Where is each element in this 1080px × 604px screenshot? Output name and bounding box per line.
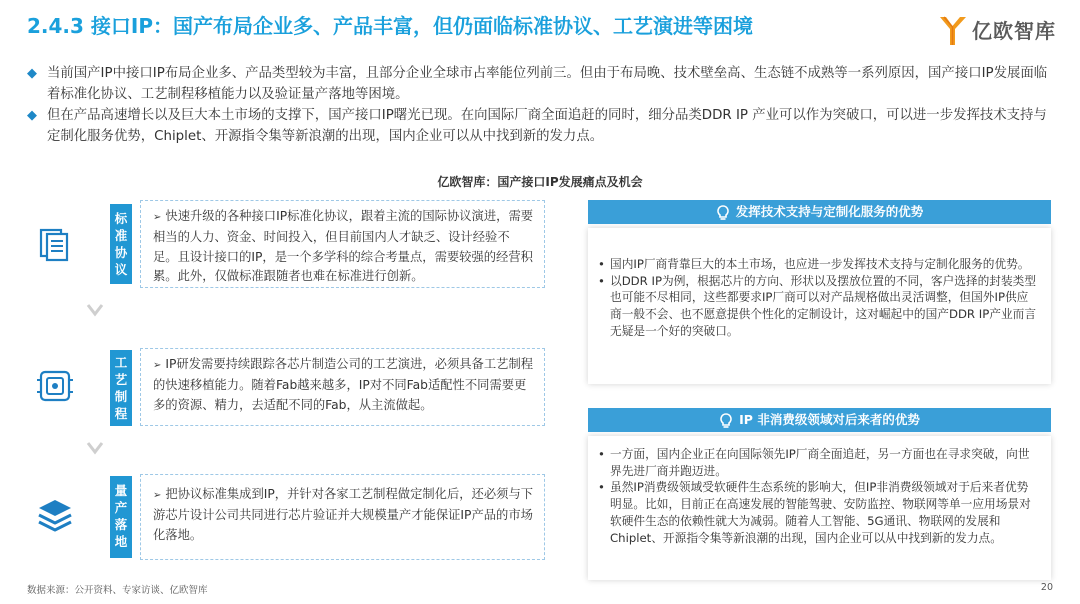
chip-icon — [35, 366, 75, 406]
data-source-note: 数据来源：公开资料、专家访谈、亿欧智库 — [27, 585, 208, 596]
opportunity-heading: 发挥技术支持与定制化服务的优势 — [735, 204, 924, 219]
intro-bullet-text: 但在产品高速增长以及巨大本土市场的支撑下，国产接口IP曙光已现。在向国际厂商全面追赶的同时，细分品类DDR IP 产业可以作为突破口，可以进一步发挥技术支持与定制化服务优势，Chiplet、开源指令集等新浪潮的出现，国内企业可以从中找到新的发力点。 — [47, 108, 1047, 144]
pain-point-text: 把协议标准集成到IP，并针对各家工艺制程做定制化后，还必须与下游芯片设计公司共同进行芯片验证并大规模量产才能保证IP产品的市场化落地。 — [153, 487, 534, 542]
pain-point-text: 快速升级的各种接口IP标准化协议，跟着主流的国际协议演进，需要相当的人力、资金、时间投入，但目前国内人才缺乏、设计经验不足。且设计接口的IP，是一个多学科的综合考量点，需要较强的经营积累。此外，仅做标准跟随者也难在标准进行创新。 — [153, 209, 534, 284]
brand-logo-icon — [938, 13, 968, 47]
chevron-down-icon — [86, 303, 104, 317]
pain-point-production — [27, 474, 537, 562]
pain-point-standard — [27, 200, 537, 290]
brand-logo-text: 亿欧智库 — [972, 19, 1056, 43]
opportunity-heading: IP 非消费级领域对后来者的优势 — [739, 412, 920, 427]
opportunity-item: • 一方面，国内企业正在向国际领先IP厂商全面追赶，另一方面也在寻求突破，向世界先进厂商并跑迈进。 — [610, 446, 1039, 479]
opportunity-item: • 国内IP厂商背靠巨大的本土市场，也应进一步发挥技术支持与定制化服务的优势。 — [610, 256, 1039, 273]
diamond-bullet-icon: ◆ — [27, 108, 37, 123]
page-title: 2.4.3 接口IP：国产布局企业多、产品丰富，但仍面临标准协议、工艺演进等困境 — [27, 14, 754, 38]
pain-point-label: 标准协议 — [110, 204, 132, 284]
opportunity-panel-customization — [588, 200, 1051, 384]
layers-icon — [35, 496, 75, 536]
arrow-right-icon: ➢ — [153, 490, 162, 501]
opportunity-panel-nonconsumer — [588, 408, 1051, 580]
diamond-bullet-icon: ◆ — [27, 66, 37, 81]
intro-bullets — [27, 64, 1057, 148]
page-number: 20 — [1040, 582, 1053, 593]
pain-point-process — [27, 348, 537, 428]
opportunity-item: • 以DDR IP为例，根据芯片的方向、形状以及摆放位置的不同，客户选择的封装类型也可能不尽相同，这些都要求IP厂商可以对产品规格做出灵活调整，但国外IP供应商一般不会、也不愿意提供个性化的定制设计，这对崛起中的国产DDR IP产业而言无疑是一个好的突破口。 — [610, 273, 1039, 340]
pain-point-text: IP研发需要持续跟踪各芯片制造公司的工艺演进，必须具备工艺制程的快速移植能力。随着Fab越来越多，IP对不同Fab适配性不同需要更多的资源、精力，去适配不同的Fab，从主流做起。 — [153, 357, 534, 412]
opportunity-body — [588, 228, 1051, 384]
opportunity-body — [588, 436, 1051, 580]
lightbulb-icon — [716, 205, 730, 221]
brand-logo — [938, 13, 1068, 47]
figure-title: 亿欧智库：国产接口IP发展痛点及机会 — [437, 175, 643, 189]
intro-bullet — [27, 64, 1057, 105]
documents-icon — [35, 224, 75, 264]
intro-bullet — [27, 106, 1057, 147]
opportunity-item: • 虽然IP消费级领域受软硬件生态系统的影响大，但IP非消费级领域对于后来者优势明显。比如，目前正在高速发展的智能驾驶、安防监控、物联网等单一应用场景对软硬件生态的依赖性就大为减弱。随着人工智能、5G通讯、物联网的发展和Chiplet、开源指令集等新浪潮的出现，国内企业可以从中找到新的发力点。 — [610, 479, 1039, 546]
arrow-right-icon: ➢ — [153, 360, 162, 371]
lightbulb-icon — [719, 413, 733, 429]
opportunity-list — [598, 256, 1039, 340]
pain-point-description — [140, 474, 545, 560]
pain-point-label: 量产落地 — [110, 476, 132, 558]
intro-bullet-text: 当前国产IP中接口IP布局企业多、产品类型较为丰富，且部分企业全球市占率能位列前三。但由于布局晚、技术壁垒高、生态链不成熟等一系列原因，国产接口IP发展面临着标准化协议、工艺制程移植能力以及验证量产落地等困境。 — [47, 66, 1048, 102]
pain-point-label: 工艺制程 — [110, 350, 132, 426]
pain-point-description — [140, 348, 545, 426]
arrow-right-icon: ➢ — [153, 212, 162, 223]
pain-point-description — [140, 200, 545, 288]
chevron-down-icon — [86, 441, 104, 455]
opportunity-heading-bar — [588, 200, 1051, 224]
opportunity-heading-bar — [588, 408, 1051, 432]
opportunity-list — [598, 446, 1039, 546]
